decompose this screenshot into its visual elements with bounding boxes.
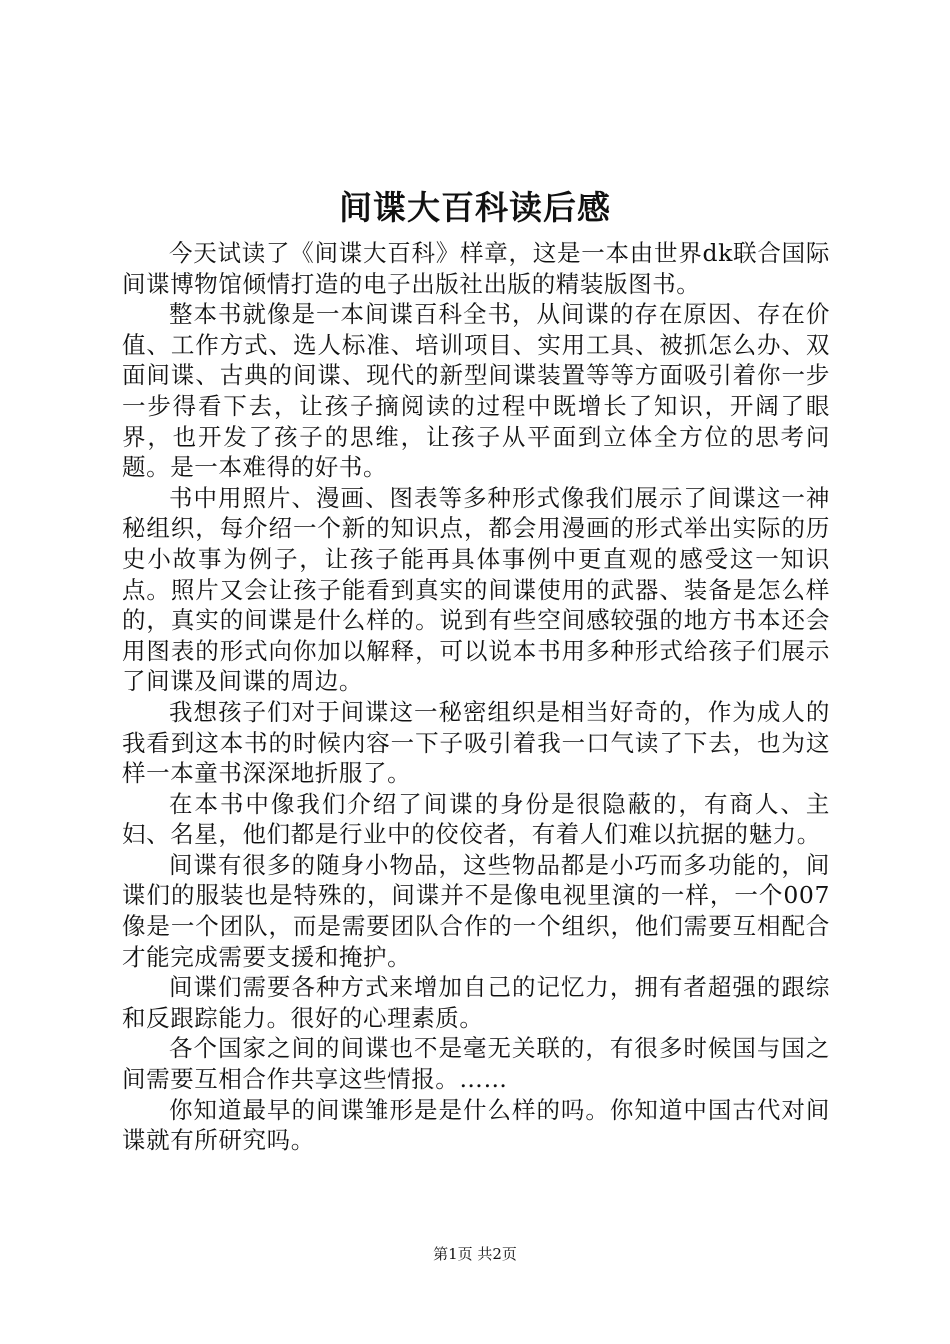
paragraph: 书中用照片、漫画、图表等多种形式像我们展示了间谍这一神秘组织，每介绍一个新的知识点，都会用漫画的形式举出实际的历史小故事为例子，让孩子能再具体事例中更直观的感受这一知识点。照片又会让孩子能看到真实的间谍使用的武器、装备是怎么样的，真实的间谍是什么样的。说到有些空间感较强的地方书本还会用图表的形式向你加以解释，可以说本书用多种形式给孩子们展示了间谍及间谍的周边。 (122, 483, 830, 696)
document-body (122, 238, 830, 1156)
paragraph: 在本书中像我们介绍了间谍的身份是很隐蔽的，有商人、主妇、名星，他们都是行业中的佼佼者，有着人们难以抗据的魅力。 (122, 789, 830, 849)
paragraph: 你知道最早的间谍雏形是是什么样的吗。你知道中国古代对间谍就有所研究吗。 (122, 1095, 830, 1155)
paragraph: 整本书就像是一本间谍百科全书，从间谍的存在原因、存在价值、工作方式、选人标准、培训项目、实用工具、被抓怎么办、双面间谍、古典的间谍、现代的新型间谍装置等等方面吸引着你一步一步得看下去，让孩子摘阅读的过程中既增长了知识，开阔了眼界，也开发了孩子的思维，让孩子从平面到立体全方位的思考问题。是一本难得的好书。 (122, 300, 830, 482)
paragraph: 间谍有很多的随身小物品，这些物品都是小巧而多功能的，间谍们的服装也是特殊的，间谍并不是像电视里演的一样，一个007像是一个团队，而是需要团队合作的一个组织，他们需要互相配合才能完成需要支援和掩护。 (122, 850, 830, 971)
paragraph: 间谍们需要各种方式来增加自己的记忆力，拥有者超强的跟综和反跟踪能力。很好的心理素质。 (122, 973, 830, 1032)
paragraph: 各个国家之间的间谍也不是毫无关联的，有很多时候国与国之间需要互相合作共享这些情报。…… (122, 1034, 830, 1094)
document-title: 间谍大百科读后感 (339, 188, 611, 227)
paragraph: 今天试读了《间谍大百科》样章，这是一本由世界dk联合国际间谍博物馆倾情打造的电子出版社出版的精装版图书。 (122, 239, 830, 298)
paragraph: 我想孩子们对于间谍这一秘密组织是相当好奇的，作为成人的我看到这本书的时候内容一下子吸引着我一口气读了下去，也为这样一本童书深深地折服了。 (122, 697, 830, 788)
page-number-footer: 第1页 共2页 (433, 1245, 517, 1263)
